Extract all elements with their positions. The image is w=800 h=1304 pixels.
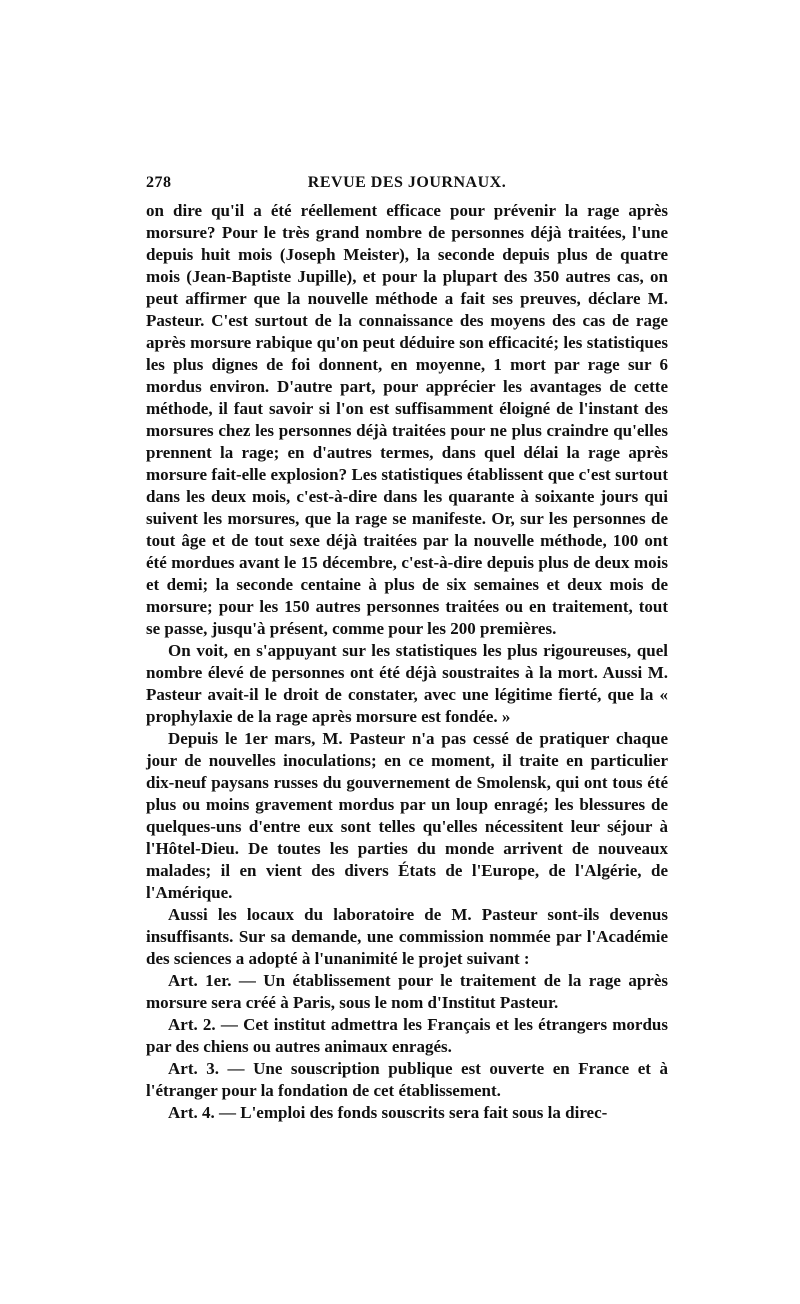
article-4-paragraph: Art. 4. — L'emploi des fonds souscrits sera fait sous la direc-: [168, 1103, 608, 1122]
article-body: [146, 200, 668, 1124]
article-2-paragraph: Art. 2. — Cet institut admettra les Français et les étrangers mordus par des chiens ou autres animaux enragés.: [146, 1015, 668, 1056]
journal-title: REVUE DES JOURNAUX.: [307, 174, 507, 191]
running-header: [146, 170, 668, 200]
paragraph: Aussi les locaux du laboratoire de M. Pasteur sont-ils devenus insuffisants. Sur sa demande, une commission nommée par l'Académie des sciences a adopté à l'unanimité le projet suivant :: [146, 905, 668, 968]
paragraph: Depuis le 1er mars, M. Pasteur n'a pas cessé de pratiquer chaque jour de nouvelles inoculations; en ce moment, il traite en particulier dix-neuf paysans russes du gouvernement de Smolensk, qui ont tous été plus ou moins gravement mordus par un loup enragé; les blessures de quelques-uns d'entre eux sont telles qu'elles nécessitent leur séjour à l'Hôtel-Dieu. De toutes les parties du monde arrivent de nouveaux malades; il en vient des divers États de l'Europe, de l'Algérie, de l'Amérique.: [146, 729, 668, 902]
paragraph: On voit, en s'appuyant sur les statistiques les plus rigoureuses, quel nombre élevé de personnes ont été déjà soustraites à la mort. Aussi M. Pasteur avait-il le droit de constater, avec une légitime fierté, que la « prophylaxie de la rage après morsure est fondée. »: [146, 641, 668, 726]
document-page: [146, 170, 668, 1124]
paragraph-continuation: on dire qu'il a été réellement efficace pour prévenir la rage après morsure? Pour le très grand nombre de personnes déjà traitées, l'une depuis huit mois (Joseph Meister), la seconde depuis plus de quatre mois (Jean-Baptiste Jupille), et pour la plupart des 350 autres cas, on peut affirmer que la nouvelle méthode a fait ses preuves, déclare M. Pasteur. C'est surtout de la connaissance des moyens des cas de rage après morsure rabique qu'on peut déduire son efficacité; les statistiques les plus dignes de foi donnent, en moyenne, 1 mort par rage sur 6 mordus environ. D'autre part, pour apprécier les avantages de cette méthode, il faut savoir si l'on est suffisamment éloigné de l'instant des morsures chez les personnes déjà traitées pour ne plus craindre qu'elles prennent la rage; en d'autres termes, dans quel délai la rage après morsure fait-elle explosion? Les statistiques établissent que c'est surtout dans les deux mois, c'est-à-dire dans les quarante à soixante jours qui suivent les morsures, que la rage se manifeste. Or, sur les personnes de tout âge et de tout sexe déjà traitées par la nouvelle méthode, 100 ont été mordues avant le 15 décembre, c'est-à-dire depuis plus de deux mois et demi; la seconde centaine à plus de six semaines et deux mois de morsure; pour les 150 autres personnes traitées ou en traitement, tout se passe, jusqu'à présent, comme pour les 200 premières.: [146, 201, 668, 638]
article-1-paragraph: Art. 1er. — Un établissement pour le traitement de la rage après morsure sera créé à Paris, sous le nom d'Institut Pasteur.: [146, 971, 668, 1012]
page-number: 278: [146, 174, 172, 191]
article-3-paragraph: Art. 3. — Une souscription publique est ouverte en France et à l'étranger pour la fondation de cet établissement.: [146, 1059, 668, 1100]
